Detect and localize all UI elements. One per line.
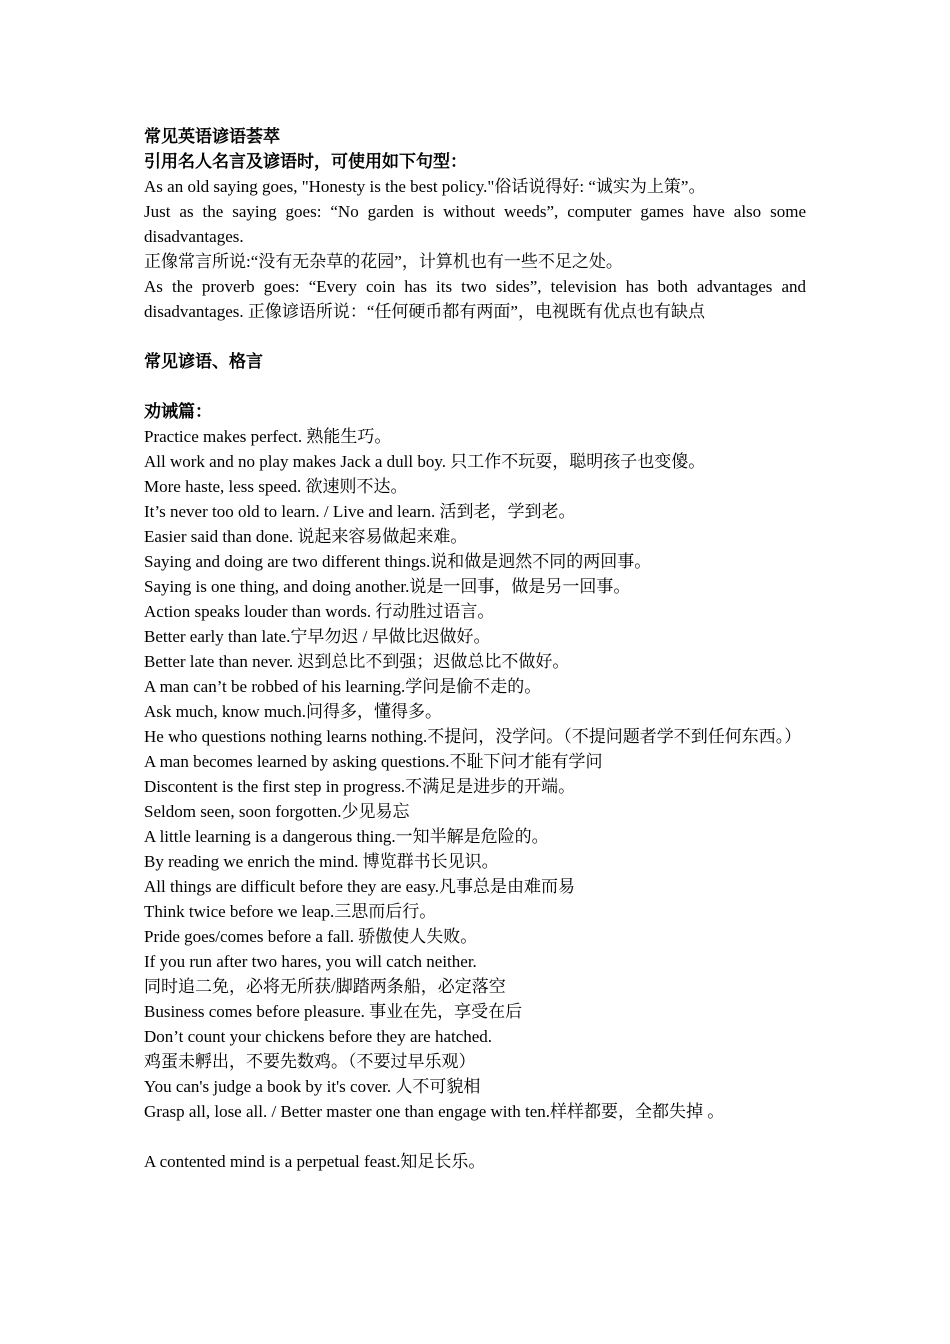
blank-line <box>144 374 806 399</box>
proverb-item: All things are difficult before they are easy.凡事总是由难而易 <box>144 877 576 896</box>
proverb-item: Better early than late.宁早勿迟 / 早做比迟做好。 <box>144 627 491 646</box>
proverb-item: By reading we enrich the mind. 博览群书长见识。 <box>144 852 499 871</box>
proverb-item: Saying and doing are two different things.说和做是迥然不同的两回事。 <box>144 552 652 571</box>
proverb-item: Better late than never. 迟到总比不到强；迟做总比不做好。 <box>144 652 570 671</box>
proverb-item: Easier said than done. 说起来容易做起来难。 <box>144 527 468 546</box>
proverb-item: Discontent is the first step in progress.不满足是进步的开端。 <box>144 777 576 796</box>
proverb-item: More haste, less speed. 欲速则不达。 <box>144 477 408 496</box>
section-heading: 常见谚语、格言 <box>144 352 263 371</box>
proverb-item: Saying is one thing, and doing another.说是一回事，做是另一回事。 <box>144 577 631 596</box>
proverb-item: Seldom seen, soon forgotten.少见易忘 <box>144 802 410 821</box>
proverb-item: 鸡蛋未孵出，不要先数鸡。（不要过早乐观） <box>144 1052 476 1071</box>
proverb-item: A little learning is a dangerous thing.一知半解是危险的。 <box>144 827 549 846</box>
document-page <box>144 124 806 1174</box>
blank-line <box>144 324 806 349</box>
proverb-item: A contented mind is a perpetual feast.知足长乐。 <box>144 1152 486 1171</box>
intro-heading: 引用名人名言及谚语时，可使用如下句型： <box>144 152 467 171</box>
proverb-item: Grasp all, lose all. / Better master one than engage with ten.样样都要，全都失掉 。 <box>144 1102 725 1121</box>
proverb-item: You can's judge a book by it's cover. 人不可貌相 <box>144 1077 481 1096</box>
proverb-item: A man can’t be robbed of his learning.学问是偷不走的。 <box>144 677 542 696</box>
document-title: 常见英语谚语荟萃 <box>144 127 280 146</box>
intro-line: 正像常言所说:“没有无杂草的花园”，计算机也有一些不足之处。 <box>144 252 623 271</box>
proverb-item: He who questions nothing learns nothing.不提问，没学问。（不提问题者学不到任何东西。） <box>144 727 802 746</box>
proverb-item: If you run after two hares, you will catch neither. <box>144 952 477 971</box>
proverb-item: Action speaks louder than words. 行动胜过语言。 <box>144 602 495 621</box>
blank-line <box>144 1124 806 1149</box>
proverb-item: All work and no play makes Jack a dull boy. 只工作不玩耍，聪明孩子也变傻。 <box>144 452 706 471</box>
proverb-item: 同时追二免，必将无所获/脚踏两条船，必定落空 <box>144 977 506 996</box>
intro-line: Just as the saying goes: “No garden is without weeds”, computer games have also some disadvantages. <box>144 202 806 246</box>
proverb-item: Ask much, know much.问得多，懂得多。 <box>144 702 442 721</box>
proverb-item: Practice makes perfect. 熟能生巧。 <box>144 427 392 446</box>
intro-line: As an old saying goes, "Honesty is the best policy."俗话说得好: “诚实为上策”。 <box>144 177 706 196</box>
proverb-item: Think twice before we leap.三思而后行。 <box>144 902 437 921</box>
proverb-item: Business comes before pleasure. 事业在先，享受在后 <box>144 1002 523 1021</box>
proverb-list <box>144 424 806 1124</box>
intro-line: As the proverb goes: “Every coin has its two sides”, television has both advantages and disadvantages. 正像谚语所说：“任何硬币都有两面”，电视既有优点也有缺点 <box>144 277 806 321</box>
proverb-item: Don’t count your chickens before they are hatched. <box>144 1027 493 1046</box>
category-heading: 劝诫篇： <box>144 402 212 421</box>
proverb-item: Pride goes/comes before a fall. 骄傲使人失败。 <box>144 927 478 946</box>
proverb-item: It’s never too old to learn. / Live and learn. 活到老，学到老。 <box>144 502 576 521</box>
proverb-item: A man becomes learned by asking questions.不耻下问才能有学问 <box>144 752 603 771</box>
